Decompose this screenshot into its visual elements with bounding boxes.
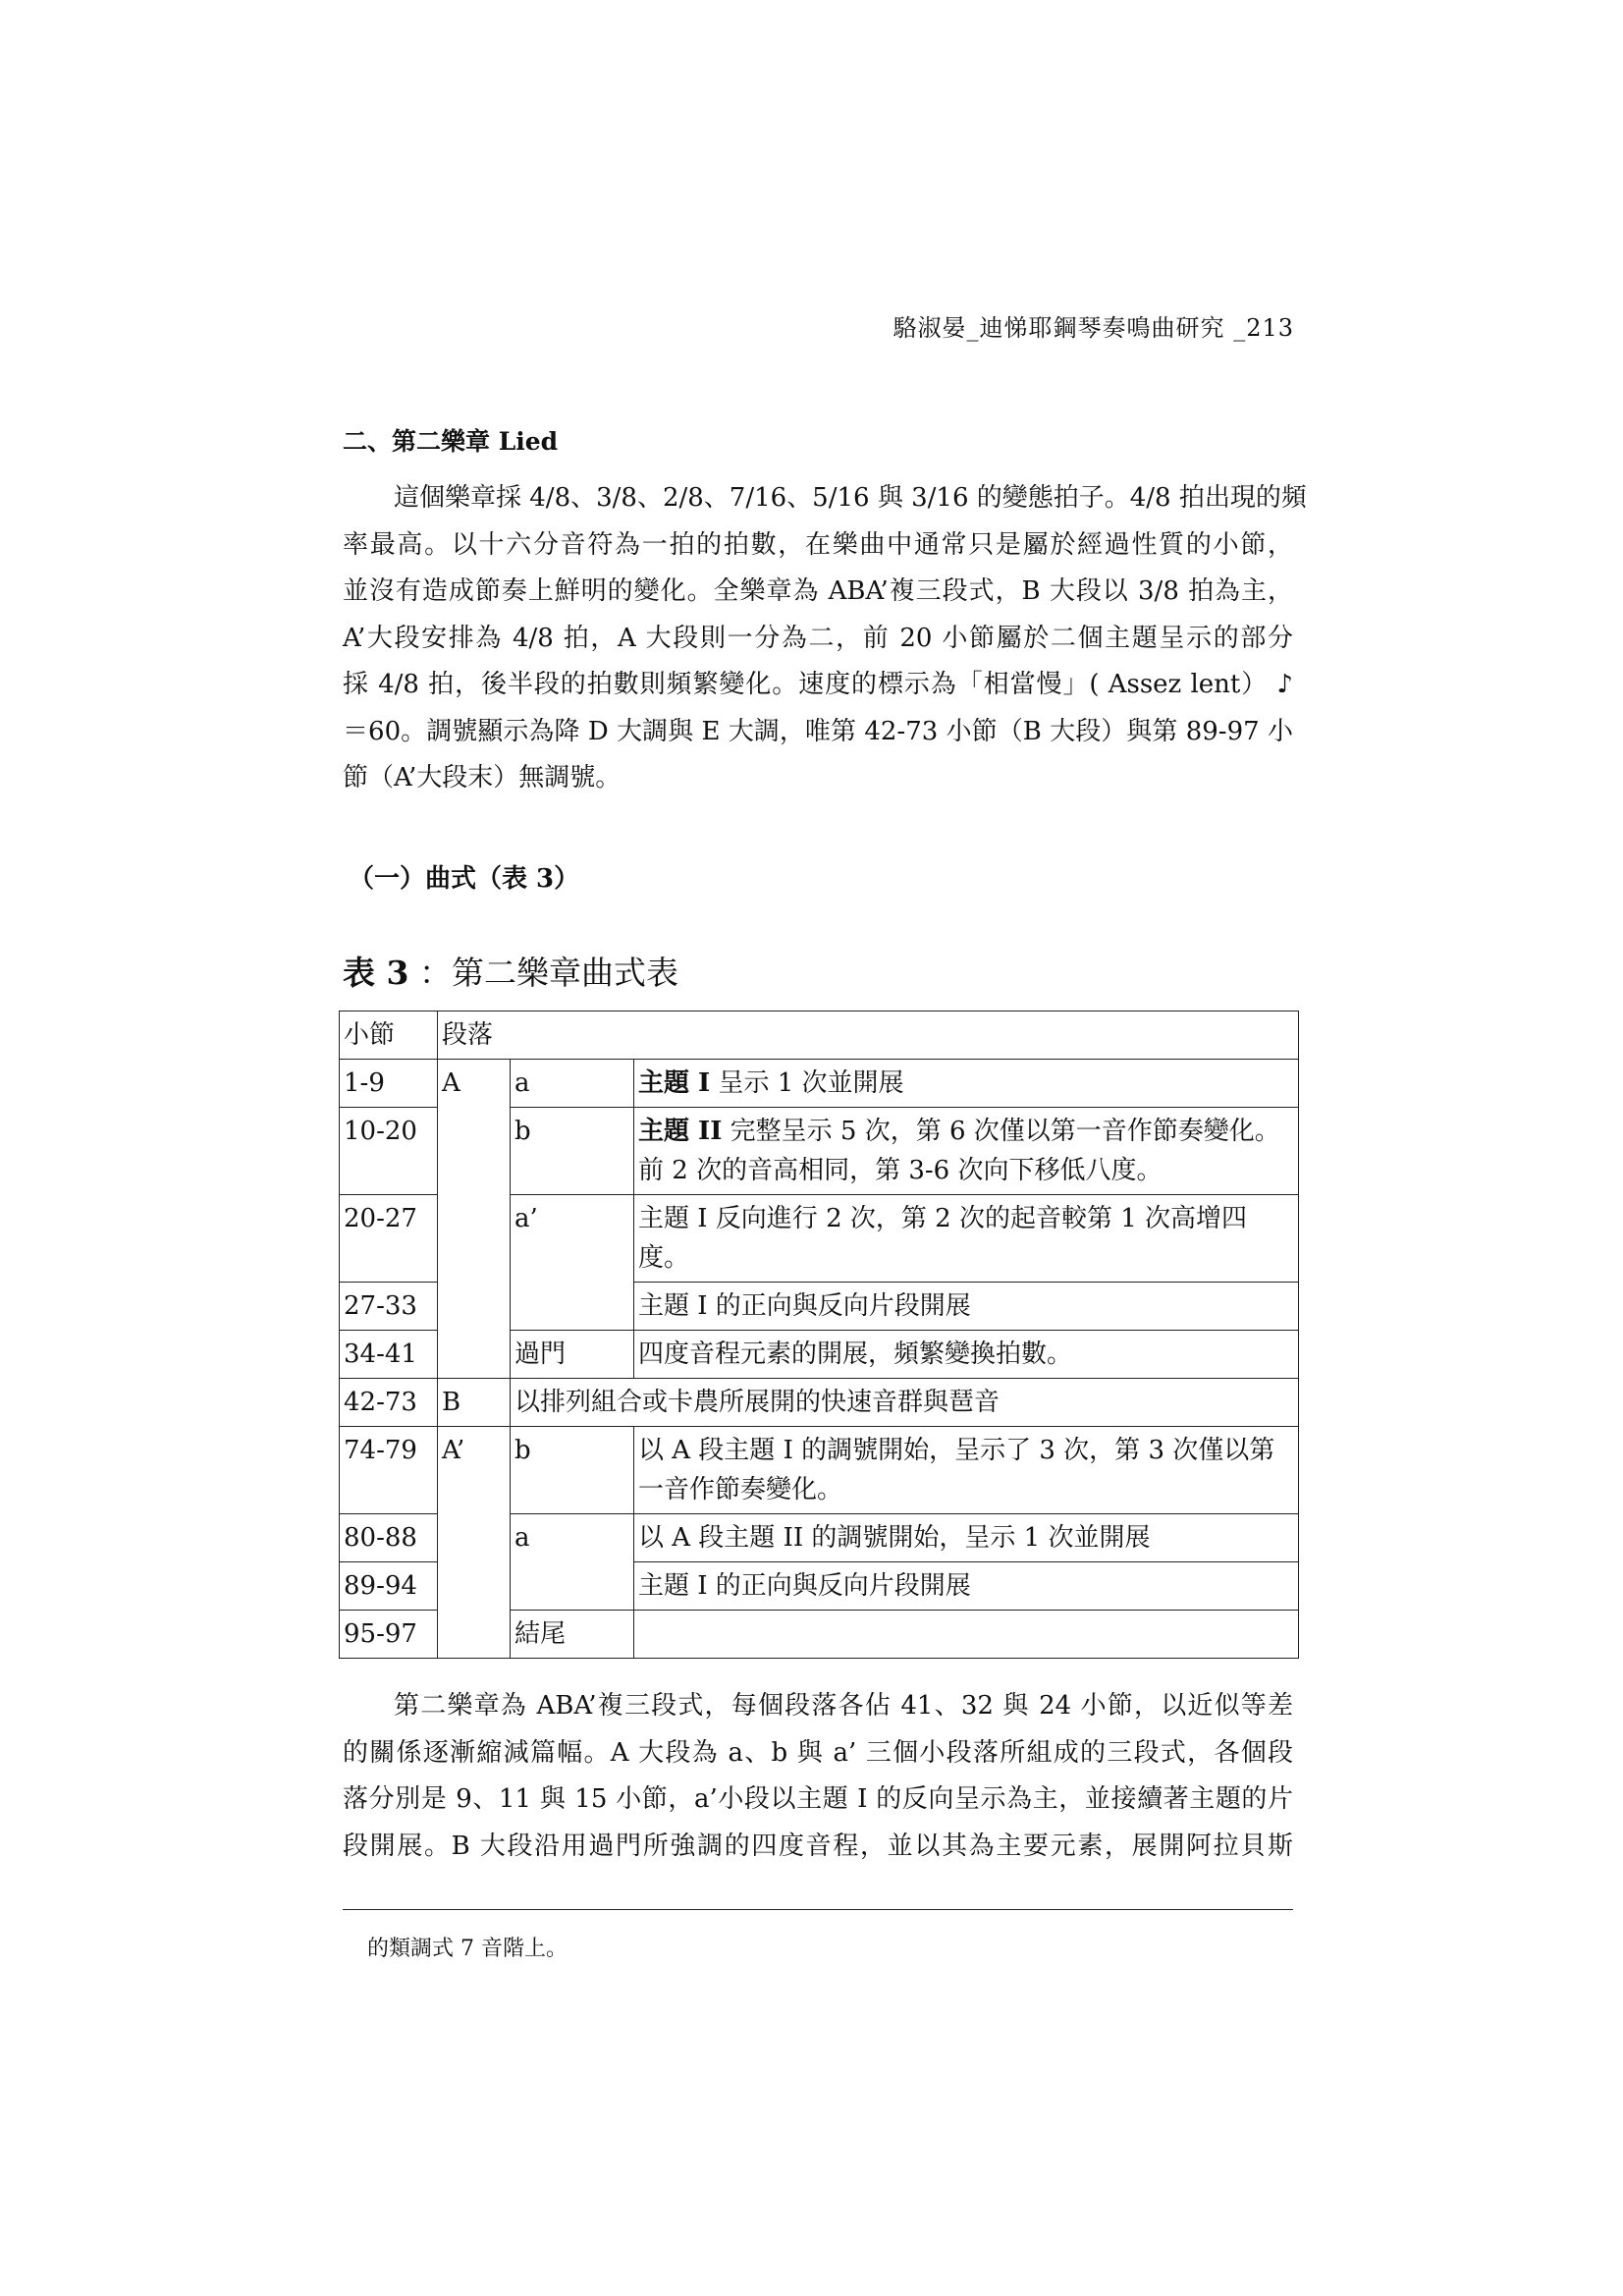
paragraph-line-with-note [343,662,1293,709]
cell-bar: 95-97 [340,1611,438,1659]
cell-section: B [438,1379,511,1427]
subsection-heading: （一）曲式（表 3） [349,864,580,894]
form-table [339,1011,1299,1659]
cell-subsection: b [511,1108,634,1195]
table-row [340,1060,1299,1108]
cell-description [634,1611,1299,1659]
cell-description: 主題 I 反向進行 2 次，第 2 次的起音較第 1 次高增四度。 [634,1195,1299,1283]
cell-subsection: 結尾 [511,1611,634,1659]
cell-subsection: a’ [511,1195,634,1331]
cell-bar: 1-9 [340,1060,438,1108]
cell-description [634,1060,1299,1108]
paragraph-line: 節（A’大段末）無調號。 [343,763,622,793]
header-bar: 小節 [340,1011,438,1060]
cell-description: 主題 I 的正向與反向片段開展 [634,1562,1299,1611]
paragraph-line: 落分別是 9、11 與 15 小節，a’小段以主題 I 的反向呈示為主，並接續著主題的片 [343,1784,1293,1814]
eighth-note-icon: ♪ [1276,670,1293,699]
cell-bar: 34-41 [340,1331,438,1379]
cell-subsection: 過門 [511,1331,634,1379]
cell-bar: 80-88 [340,1514,438,1562]
paragraph-line: 率最高。以十六分音符為一拍的拍數，在樂曲中通常只是屬於經過性質的小節， [343,529,1293,560]
table-row [340,1379,1299,1427]
paragraph-line: 第二樂章為 ABA’複三段式，每個段落各佔 41、32 與 24 小節，以近似等差 [394,1691,1293,1721]
paragraph-line-text: 採 4/8 拍，後半段的拍數則頻繁變化。速度的標示為「相當慢」( Assez lent） [343,670,1269,699]
cell-description: 四度音程元素的開展，頻繁變換拍數。 [634,1331,1299,1379]
theme-label: 主題 I [638,1068,711,1098]
section-heading: 二、第二樂章 Lied [343,427,559,456]
cell-description [634,1108,1299,1195]
paragraph-line: A’大段安排為 4/8 拍，A 大段則一分為二，前 20 小節屬於二個主題呈示的部分 [343,623,1293,653]
table-caption-text: ：第二樂章曲式表 [418,954,678,992]
description-text: 完整呈示 5 次，第 6 次僅以第一音作節奏變化。前 2 次的音高相同，第 3-6 次向下移低八度。 [638,1117,1280,1185]
cell-bar: 20-27 [340,1195,438,1283]
table-header-row [340,1011,1299,1060]
header-section: 段落 [438,1011,1299,1060]
table-caption-label: 表 3 [343,954,409,992]
cell-section: A’ [438,1427,511,1659]
paragraph-movement-overview [343,475,1307,802]
cell-subsection: b [511,1427,634,1514]
footnote-divider [343,1909,1293,1910]
cell-description: 以排列組合或卡農所展開的快速音群與琶音 [511,1379,1299,1427]
cell-description: 以 A 段主題 II 的調號開始，呈示 1 次並開展 [634,1514,1299,1562]
paragraph-line: 的關係逐漸縮減篇幅。A 大段為 a、b 與 a’ 三個小段落所組成的三段式，各個段 [343,1737,1293,1768]
table-row [340,1427,1299,1514]
theme-label: 主題 II [638,1117,723,1146]
paragraph-line: 這個樂章採 4/8、3/8、2/8、7/16、5/16 與 3/16 的變態拍子。4/8 拍出現的頻 [394,483,1307,513]
paragraph-line: 並沒有造成節奏上鮮明的變化。全樂章為 ABA’複三段式，B 大段以 3/8 拍為主， [343,576,1293,606]
cell-section: A [438,1060,511,1379]
running-header: 駱淑晏_迪悌耶鋼琴奏鳴曲研究 _213 [893,314,1294,342]
paragraph-structure-analysis [343,1683,1293,1870]
cell-bar: 42-73 [340,1379,438,1427]
cell-subsection: a [511,1514,634,1611]
description-text: 呈示 1 次並開展 [710,1068,904,1098]
cell-description: 以 A 段主題 I 的調號開始，呈示了 3 次，第 3 次僅以第一音作節奏變化。 [634,1427,1299,1514]
paragraph-line: ＝60。調號顯示為降 D 大調與 E 大調，唯第 42-73 小節（B 大段）與第 89-97 小 [343,716,1293,746]
paragraph-line: 段開展。B 大段沿用過門所強調的四度音程，並以其為主要元素，展開阿拉貝斯 [343,1831,1293,1861]
cell-bar: 89-94 [340,1562,438,1611]
cell-description: 主題 I 的正向與反向片段開展 [634,1283,1299,1331]
cell-bar: 74-79 [340,1427,438,1514]
footnote: 的類調式 7 音階上。 [367,1937,568,1961]
cell-bar: 27-33 [340,1283,438,1331]
table-caption [343,948,678,994]
cell-subsection: a [511,1060,634,1108]
cell-bar: 10-20 [340,1108,438,1195]
